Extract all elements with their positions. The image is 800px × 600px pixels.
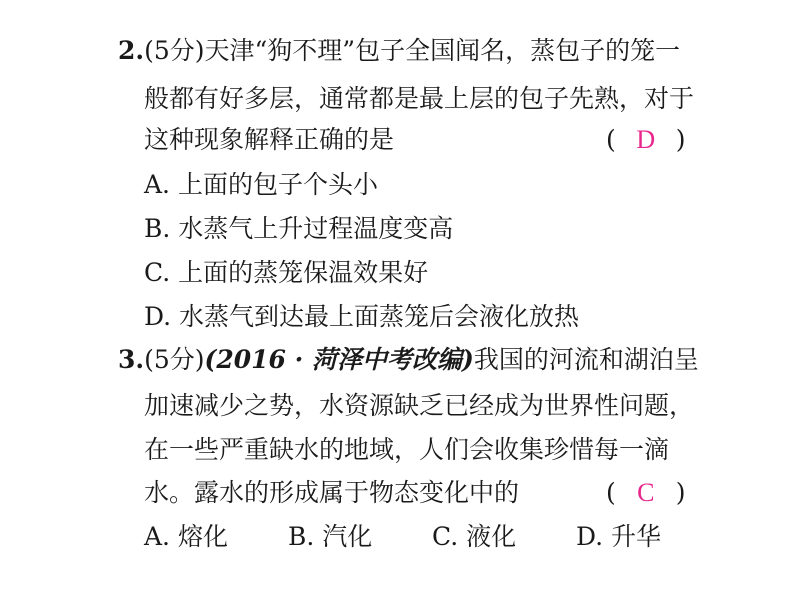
question-3-option-c: C. 液化 — [432, 522, 517, 551]
question-2-answer-blank — [606, 125, 686, 155]
question-3-line-4: 水。露水的形成属于物态变化中的 — [144, 478, 520, 507]
question-3-paren-close: ) — [675, 478, 686, 507]
question-2-points: (5分) — [144, 36, 205, 65]
question-2-line-1 — [118, 36, 680, 66]
question-3-line-3: 在一些严重缺水的地域，人们会收集珍惜每一滴 — [144, 435, 670, 464]
question-2-option-c: C. 上面的蒸笼保温效果好 — [144, 258, 429, 287]
question-2-option-b: B. 水蒸气上升过程温度变高 — [144, 214, 454, 243]
question-3-paren-open: ( — [606, 478, 616, 507]
question-2-option-d: D. 水蒸气到达最上面蒸笼后会液化放热 — [144, 302, 580, 331]
question-2-line-3: 这种现象解释正确的是 — [144, 125, 395, 154]
question-3-text-start: 我国的河流和湖泊呈 — [473, 345, 699, 374]
question-2-paren-close: ) — [675, 125, 686, 154]
question-3-points: (5分) — [144, 345, 205, 374]
question-2-line-2: 般都有好多层，通常都是最上层的包子先熟，对于 — [144, 84, 695, 113]
question-3-answer: C — [637, 478, 655, 507]
question-2-text-start: 天津“狗不理”包子全国闻名，蒸包子的笼一 — [204, 36, 681, 65]
question-3-option-b: B. 汽化 — [288, 522, 373, 551]
question-3-number: 3. — [118, 345, 145, 374]
question-2-paren-open: ( — [606, 125, 616, 154]
question-2-answer: D — [636, 125, 656, 154]
question-3-option-d: D. 升华 — [576, 522, 662, 551]
question-3-option-a: A. 熔化 — [144, 522, 228, 551]
question-3-answer-blank — [606, 478, 686, 508]
question-2-number: 2. — [118, 36, 145, 65]
question-3-source: (2016 · 菏泽中考改编) — [204, 345, 474, 374]
question-3-line-1 — [118, 345, 699, 375]
question-3-line-2: 加速减少之势，水资源缺乏已经成为世界性问题， — [144, 391, 695, 420]
question-2-option-a: A. 上面的包子个头小 — [144, 170, 378, 199]
